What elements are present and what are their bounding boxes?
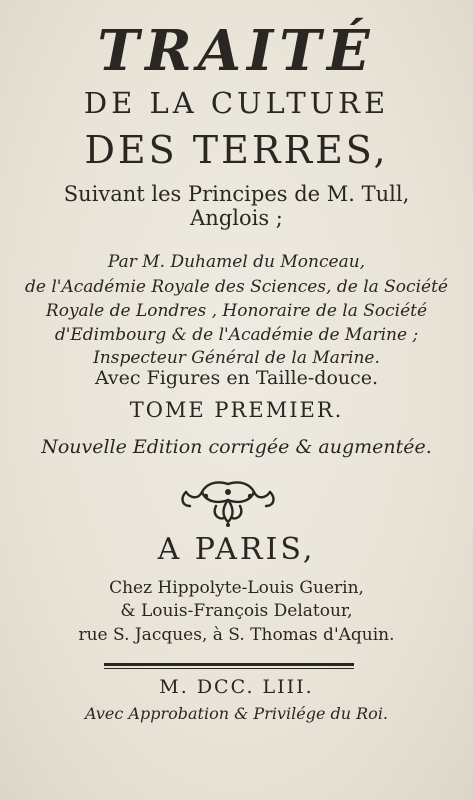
imprint-line-3: rue S. Jacques, à S. Thomas d'Aquin. xyxy=(78,625,395,645)
tome-label: TOME PREMIER. xyxy=(129,398,344,422)
title-line-2: DE LA CULTURE xyxy=(83,86,390,120)
author-line-5: Inspecteur Général de la Marine. xyxy=(93,348,380,368)
imprint-city: A PARIS, xyxy=(157,532,316,567)
double-rule-thick xyxy=(104,663,354,666)
privilege-note: Avec Approbation & Privilége du Roi. xyxy=(84,704,389,723)
author-line-1: Par M. Duhamel du Monceau, xyxy=(107,252,366,272)
author-line-2: de l'Académie Royale des Sciences, de la Société xyxy=(25,277,448,297)
title-line-3: DES TERRES, xyxy=(84,128,389,172)
imprint-line-2: & Louis-François Delatour, xyxy=(120,601,353,621)
subtitle-line-1: Suivant les Principes de M. Tull, xyxy=(63,182,410,206)
title-line-1: TRAITÉ xyxy=(97,18,376,84)
figures-note: Avec Figures en Taille-douce. xyxy=(94,367,379,389)
edition-note: Nouvelle Edition corrigée & augmentée. xyxy=(41,436,432,458)
publication-date: M. DCC. LIII. xyxy=(159,676,314,698)
author-line-4: d'Edimbourg & de l'Académie de Marine ; xyxy=(54,325,419,345)
fleuron-ornament-icon xyxy=(176,476,280,528)
double-rule-thin xyxy=(104,668,354,669)
imprint-line-1: Chez Hippolyte-Louis Guerin, xyxy=(109,578,364,598)
subtitle-line-2: Anglois ; xyxy=(190,206,283,230)
author-line-3: Royale de Londres , Honoraire de la Société xyxy=(45,301,428,321)
